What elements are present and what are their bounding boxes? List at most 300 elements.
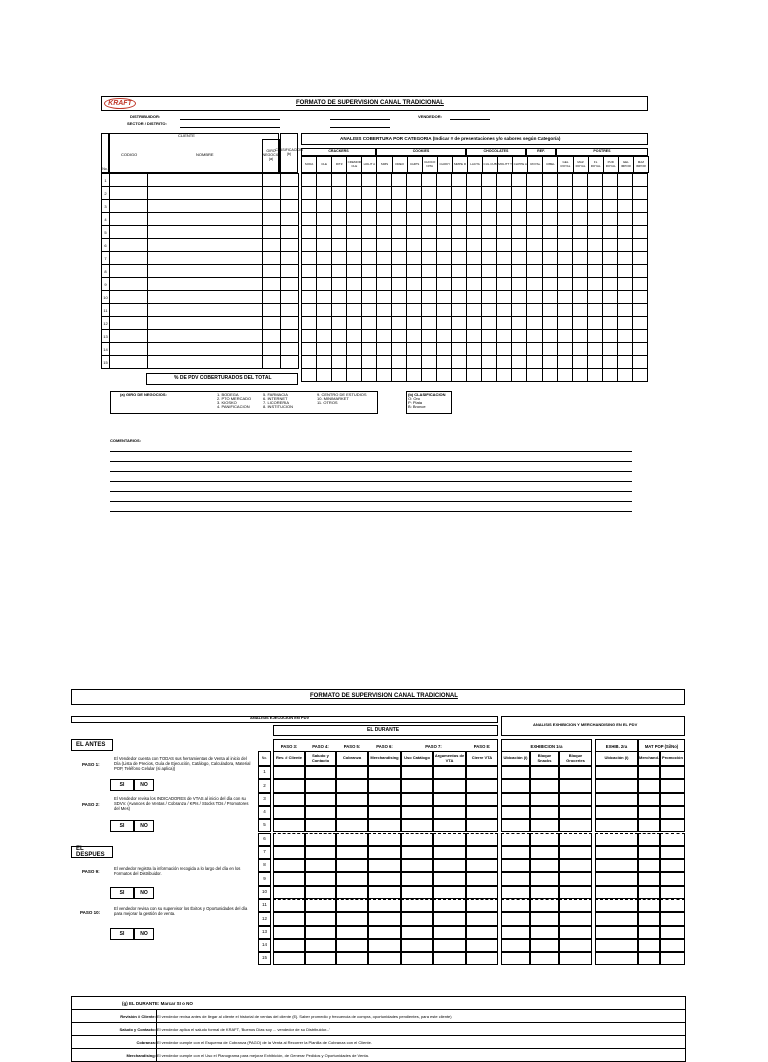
categoria-cell[interactable] [497, 213, 512, 226]
categoria-cell[interactable] [437, 317, 452, 330]
categoria-cell[interactable] [557, 187, 572, 200]
categoria-cell[interactable] [587, 200, 602, 213]
categoria-cell[interactable] [572, 330, 587, 343]
categoria-cell[interactable] [482, 226, 497, 239]
categoria-cell[interactable] [422, 265, 437, 278]
ejecucion-cell[interactable] [530, 833, 559, 846]
categoria-cell[interactable] [557, 278, 572, 291]
categoria-cell[interactable] [422, 317, 437, 330]
ejecucion-cell[interactable] [595, 872, 638, 885]
ejecucion-cell[interactable] [401, 833, 433, 846]
ejecucion-cell[interactable] [305, 793, 336, 806]
categoria-cell[interactable] [512, 343, 527, 356]
categoria-cell[interactable] [467, 330, 482, 343]
categoria-cell[interactable] [452, 317, 467, 330]
categoria-cell[interactable] [407, 317, 422, 330]
ejecucion-cell[interactable] [336, 819, 368, 832]
ejecucion-cell[interactable] [466, 952, 498, 965]
ejecucion-cell[interactable] [305, 859, 336, 872]
clasif-cell[interactable] [281, 265, 299, 278]
categoria-cell[interactable] [392, 330, 407, 343]
total-cell[interactable] [422, 369, 437, 382]
categoria-cell[interactable] [602, 187, 617, 200]
categoria-cell[interactable] [437, 239, 452, 252]
categoria-cell[interactable] [572, 239, 587, 252]
ejecucion-cell[interactable] [501, 793, 530, 806]
ejecucion-cell[interactable] [660, 766, 685, 779]
categoria-cell[interactable] [527, 278, 542, 291]
categoria-cell[interactable] [302, 278, 317, 291]
ejecucion-cell[interactable] [595, 779, 638, 792]
categoria-cell[interactable] [602, 213, 617, 226]
categoria-cell[interactable] [602, 291, 617, 304]
categoria-cell[interactable] [377, 317, 392, 330]
categoria-cell[interactable] [362, 174, 377, 187]
categoria-cell[interactable] [617, 226, 632, 239]
categoria-cell[interactable] [557, 304, 572, 317]
categoria-cell[interactable] [377, 278, 392, 291]
ejecucion-cell[interactable] [559, 859, 592, 872]
ejecucion-cell[interactable] [433, 886, 466, 899]
ejecucion-cell[interactable] [336, 779, 368, 792]
ejecucion-cell[interactable] [638, 806, 660, 819]
ejecucion-cell[interactable] [638, 793, 660, 806]
categoria-cell[interactable] [302, 187, 317, 200]
ejecucion-cell[interactable] [336, 939, 368, 952]
categoria-cell[interactable] [467, 226, 482, 239]
categoria-cell[interactable] [572, 200, 587, 213]
ejecucion-cell[interactable] [433, 912, 466, 925]
categoria-cell[interactable] [437, 265, 452, 278]
categoria-cell[interactable] [452, 330, 467, 343]
ejecucion-cell[interactable] [336, 846, 368, 859]
ejecucion-cell[interactable] [305, 926, 336, 939]
categoria-cell[interactable] [572, 213, 587, 226]
categoria-cell[interactable] [542, 265, 557, 278]
categoria-cell[interactable] [332, 278, 347, 291]
categoria-cell[interactable] [617, 174, 632, 187]
codigo-cell[interactable] [110, 291, 148, 304]
total-cell[interactable] [302, 369, 317, 382]
categoria-cell[interactable] [602, 265, 617, 278]
paso-10-si-button[interactable]: SI [110, 928, 134, 940]
ejecucion-cell[interactable] [638, 859, 660, 872]
ejecucion-cell[interactable] [273, 766, 305, 779]
categoria-cell[interactable] [302, 239, 317, 252]
categoria-cell[interactable] [377, 343, 392, 356]
categoria-cell[interactable] [362, 200, 377, 213]
categoria-cell[interactable] [332, 239, 347, 252]
total-cell[interactable] [377, 369, 392, 382]
categoria-cell[interactable] [527, 356, 542, 369]
categoria-cell[interactable] [542, 187, 557, 200]
ejecucion-cell[interactable] [433, 899, 466, 912]
categoria-cell[interactable] [617, 252, 632, 265]
categoria-cell[interactable] [317, 213, 332, 226]
categoria-cell[interactable] [542, 317, 557, 330]
total-cell[interactable] [407, 369, 422, 382]
categoria-cell[interactable] [392, 200, 407, 213]
ejecucion-cell[interactable] [595, 806, 638, 819]
categoria-cell[interactable] [407, 174, 422, 187]
categoria-cell[interactable] [452, 213, 467, 226]
ejecucion-cell[interactable] [638, 886, 660, 899]
ejecucion-cell[interactable] [595, 793, 638, 806]
giro-cell[interactable] [263, 239, 281, 252]
categoria-cell[interactable] [542, 174, 557, 187]
categoria-cell[interactable] [377, 291, 392, 304]
categoria-cell[interactable] [542, 343, 557, 356]
categoria-cell[interactable] [632, 200, 647, 213]
comment-line[interactable] [110, 501, 632, 502]
categoria-cell[interactable] [467, 213, 482, 226]
ejecucion-cell[interactable] [368, 819, 401, 832]
ejecucion-cell[interactable] [273, 886, 305, 899]
categoria-cell[interactable] [512, 304, 527, 317]
ejecucion-cell[interactable] [273, 793, 305, 806]
categoria-cell[interactable] [422, 278, 437, 291]
categoria-cell[interactable] [617, 330, 632, 343]
ejecucion-cell[interactable] [559, 806, 592, 819]
ejecucion-cell[interactable] [559, 926, 592, 939]
ejecucion-cell[interactable] [466, 793, 498, 806]
categoria-cell[interactable] [482, 213, 497, 226]
codigo-cell[interactable] [110, 278, 148, 291]
categoria-cell[interactable] [317, 356, 332, 369]
categoria-cell[interactable] [317, 291, 332, 304]
categoria-cell[interactable] [527, 317, 542, 330]
categoria-cell[interactable] [302, 317, 317, 330]
categoria-cell[interactable] [557, 226, 572, 239]
categoria-cell[interactable] [632, 252, 647, 265]
categoria-cell[interactable] [332, 187, 347, 200]
ejecucion-cell[interactable] [595, 912, 638, 925]
ejecucion-cell[interactable] [368, 912, 401, 925]
categoria-cell[interactable] [587, 317, 602, 330]
categoria-cell[interactable] [302, 291, 317, 304]
codigo-cell[interactable] [110, 330, 148, 343]
categoria-cell[interactable] [317, 187, 332, 200]
categoria-cell[interactable] [467, 265, 482, 278]
categoria-cell[interactable] [392, 317, 407, 330]
categoria-cell[interactable] [467, 239, 482, 252]
categoria-cell[interactable] [332, 317, 347, 330]
paso-1-si-button[interactable]: SI [110, 779, 134, 791]
giro-cell[interactable] [263, 304, 281, 317]
categoria-cell[interactable] [302, 343, 317, 356]
categoria-cell[interactable] [422, 304, 437, 317]
ejecucion-cell[interactable] [660, 926, 685, 939]
categoria-cell[interactable] [422, 200, 437, 213]
categoria-cell[interactable] [512, 187, 527, 200]
categoria-cell[interactable] [407, 356, 422, 369]
total-cell[interactable] [572, 369, 587, 382]
categoria-cell[interactable] [482, 265, 497, 278]
ejecucion-cell[interactable] [368, 833, 401, 846]
categoria-cell[interactable] [572, 291, 587, 304]
nombre-cell[interactable] [148, 174, 263, 187]
categoria-cell[interactable] [617, 239, 632, 252]
ejecucion-cell[interactable] [368, 806, 401, 819]
categoria-cell[interactable] [542, 200, 557, 213]
categoria-cell[interactable] [317, 252, 332, 265]
categoria-cell[interactable] [587, 304, 602, 317]
ejecucion-cell[interactable] [530, 793, 559, 806]
categoria-cell[interactable] [572, 356, 587, 369]
categoria-cell[interactable] [362, 213, 377, 226]
categoria-cell[interactable] [347, 304, 362, 317]
categoria-cell[interactable] [332, 356, 347, 369]
categoria-cell[interactable] [467, 317, 482, 330]
ejecucion-cell[interactable] [273, 779, 305, 792]
categoria-cell[interactable] [347, 187, 362, 200]
clasif-cell[interactable] [281, 356, 299, 369]
categoria-cell[interactable] [362, 356, 377, 369]
categoria-cell[interactable] [482, 356, 497, 369]
categoria-cell[interactable] [557, 343, 572, 356]
ejecucion-cell[interactable] [401, 899, 433, 912]
categoria-cell[interactable] [587, 174, 602, 187]
categoria-cell[interactable] [542, 330, 557, 343]
ejecucion-cell[interactable] [336, 859, 368, 872]
codigo-cell[interactable] [110, 356, 148, 369]
categoria-cell[interactable] [422, 239, 437, 252]
categoria-cell[interactable] [557, 252, 572, 265]
ejecucion-cell[interactable] [368, 939, 401, 952]
categoria-cell[interactable] [497, 174, 512, 187]
ejecucion-cell[interactable] [530, 952, 559, 965]
comment-line[interactable] [110, 481, 632, 482]
categoria-cell[interactable] [617, 278, 632, 291]
ejecucion-cell[interactable] [466, 926, 498, 939]
total-cell[interactable] [527, 369, 542, 382]
categoria-cell[interactable] [347, 356, 362, 369]
ejecucion-cell[interactable] [559, 846, 592, 859]
giro-cell[interactable] [263, 317, 281, 330]
ejecucion-cell[interactable] [595, 833, 638, 846]
ejecucion-cell[interactable] [501, 819, 530, 832]
categoria-cell[interactable] [392, 174, 407, 187]
categoria-cell[interactable] [497, 187, 512, 200]
ejecucion-cell[interactable] [530, 899, 559, 912]
categoria-cell[interactable] [377, 213, 392, 226]
total-cell[interactable] [332, 369, 347, 382]
categoria-cell[interactable] [497, 291, 512, 304]
categoria-cell[interactable] [452, 252, 467, 265]
nombre-cell[interactable] [148, 343, 263, 356]
giro-cell[interactable] [263, 213, 281, 226]
categoria-cell[interactable] [602, 330, 617, 343]
categoria-cell[interactable] [407, 213, 422, 226]
categoria-cell[interactable] [572, 252, 587, 265]
categoria-cell[interactable] [437, 213, 452, 226]
ejecucion-cell[interactable] [559, 819, 592, 832]
ejecucion-cell[interactable] [401, 912, 433, 925]
categoria-cell[interactable] [467, 343, 482, 356]
categoria-cell[interactable] [587, 252, 602, 265]
categoria-cell[interactable] [332, 213, 347, 226]
ejecucion-cell[interactable] [305, 779, 336, 792]
ejecucion-cell[interactable] [638, 779, 660, 792]
ejecucion-cell[interactable] [368, 793, 401, 806]
nombre-cell[interactable] [148, 330, 263, 343]
categoria-cell[interactable] [437, 174, 452, 187]
categoria-cell[interactable] [527, 174, 542, 187]
codigo-cell[interactable] [110, 239, 148, 252]
categoria-cell[interactable] [377, 356, 392, 369]
categoria-cell[interactable] [302, 213, 317, 226]
ejecucion-cell[interactable] [501, 859, 530, 872]
categoria-cell[interactable] [572, 187, 587, 200]
categoria-cell[interactable] [422, 174, 437, 187]
categoria-cell[interactable] [407, 226, 422, 239]
categoria-cell[interactable] [407, 278, 422, 291]
categoria-cell[interactable] [332, 304, 347, 317]
clasif-cell[interactable] [281, 291, 299, 304]
categoria-cell[interactable] [587, 213, 602, 226]
total-cell[interactable] [362, 369, 377, 382]
ejecucion-cell[interactable] [501, 912, 530, 925]
ejecucion-cell[interactable] [638, 952, 660, 965]
categoria-cell[interactable] [572, 317, 587, 330]
categoria-cell[interactable] [347, 174, 362, 187]
categoria-cell[interactable] [542, 291, 557, 304]
categoria-cell[interactable] [302, 265, 317, 278]
categoria-cell[interactable] [422, 252, 437, 265]
categoria-cell[interactable] [512, 213, 527, 226]
total-cell[interactable] [497, 369, 512, 382]
nombre-cell[interactable] [148, 213, 263, 226]
categoria-cell[interactable] [632, 265, 647, 278]
categoria-cell[interactable] [557, 356, 572, 369]
categoria-cell[interactable] [317, 239, 332, 252]
categoria-cell[interactable] [482, 304, 497, 317]
ejecucion-cell[interactable] [305, 952, 336, 965]
categoria-cell[interactable] [452, 291, 467, 304]
categoria-cell[interactable] [362, 343, 377, 356]
categoria-cell[interactable] [587, 265, 602, 278]
categoria-cell[interactable] [392, 239, 407, 252]
ejecucion-cell[interactable] [638, 819, 660, 832]
categoria-cell[interactable] [347, 291, 362, 304]
ejecucion-cell[interactable] [660, 912, 685, 925]
ejecucion-cell[interactable] [273, 926, 305, 939]
giro-cell[interactable] [263, 226, 281, 239]
ejecucion-cell[interactable] [466, 899, 498, 912]
clasif-cell[interactable] [281, 200, 299, 213]
categoria-cell[interactable] [482, 291, 497, 304]
giro-cell[interactable] [263, 187, 281, 200]
categoria-cell[interactable] [617, 200, 632, 213]
paso-1-no-button[interactable]: NO [134, 779, 154, 791]
ejecucion-cell[interactable] [433, 819, 466, 832]
categoria-cell[interactable] [482, 278, 497, 291]
categoria-cell[interactable] [602, 239, 617, 252]
categoria-cell[interactable] [347, 200, 362, 213]
clasif-cell[interactable] [281, 304, 299, 317]
categoria-cell[interactable] [452, 304, 467, 317]
categoria-cell[interactable] [602, 356, 617, 369]
categoria-cell[interactable] [452, 278, 467, 291]
ejecucion-cell[interactable] [530, 819, 559, 832]
categoria-cell[interactable] [542, 278, 557, 291]
ejecucion-cell[interactable] [305, 939, 336, 952]
ejecucion-cell[interactable] [401, 806, 433, 819]
categoria-cell[interactable] [482, 200, 497, 213]
categoria-cell[interactable] [302, 356, 317, 369]
categoria-cell[interactable] [332, 226, 347, 239]
total-cell[interactable] [587, 369, 602, 382]
total-cell[interactable] [512, 369, 527, 382]
categoria-cell[interactable] [542, 226, 557, 239]
giro-cell[interactable] [263, 291, 281, 304]
ejecucion-cell[interactable] [501, 939, 530, 952]
codigo-cell[interactable] [110, 174, 148, 187]
categoria-cell[interactable] [392, 226, 407, 239]
categoria-cell[interactable] [392, 187, 407, 200]
categoria-cell[interactable] [527, 304, 542, 317]
categoria-cell[interactable] [452, 226, 467, 239]
ejecucion-cell[interactable] [595, 859, 638, 872]
categoria-cell[interactable] [512, 200, 527, 213]
categoria-cell[interactable] [512, 278, 527, 291]
total-cell[interactable] [467, 369, 482, 382]
categoria-cell[interactable] [512, 265, 527, 278]
categoria-cell[interactable] [362, 187, 377, 200]
nombre-cell[interactable] [148, 304, 263, 317]
ejecucion-cell[interactable] [401, 926, 433, 939]
categoria-cell[interactable] [512, 291, 527, 304]
ejecucion-cell[interactable] [305, 886, 336, 899]
ejecucion-cell[interactable] [273, 833, 305, 846]
categoria-cell[interactable] [377, 239, 392, 252]
categoria-cell[interactable] [527, 187, 542, 200]
categoria-cell[interactable] [512, 330, 527, 343]
ejecucion-cell[interactable] [660, 833, 685, 846]
total-cell[interactable] [452, 369, 467, 382]
ejecucion-cell[interactable] [305, 806, 336, 819]
categoria-cell[interactable] [422, 187, 437, 200]
categoria-cell[interactable] [542, 356, 557, 369]
ejecucion-cell[interactable] [305, 899, 336, 912]
categoria-cell[interactable] [587, 330, 602, 343]
categoria-cell[interactable] [362, 226, 377, 239]
categoria-cell[interactable] [437, 291, 452, 304]
categoria-cell[interactable] [497, 317, 512, 330]
ejecucion-cell[interactable] [401, 846, 433, 859]
ejecucion-cell[interactable] [559, 766, 592, 779]
categoria-cell[interactable] [452, 239, 467, 252]
ejecucion-cell[interactable] [530, 886, 559, 899]
categoria-cell[interactable] [602, 304, 617, 317]
comment-line[interactable] [110, 471, 632, 472]
ejecucion-cell[interactable] [559, 872, 592, 885]
ejecucion-cell[interactable] [273, 939, 305, 952]
categoria-cell[interactable] [557, 330, 572, 343]
ejecucion-cell[interactable] [638, 766, 660, 779]
categoria-cell[interactable] [527, 239, 542, 252]
categoria-cell[interactable] [467, 187, 482, 200]
categoria-cell[interactable] [302, 226, 317, 239]
ejecucion-cell[interactable] [433, 833, 466, 846]
categoria-cell[interactable] [497, 278, 512, 291]
categoria-cell[interactable] [497, 356, 512, 369]
categoria-cell[interactable] [377, 226, 392, 239]
codigo-cell[interactable] [110, 226, 148, 239]
categoria-cell[interactable] [407, 252, 422, 265]
ejecucion-cell[interactable] [466, 819, 498, 832]
categoria-cell[interactable] [587, 226, 602, 239]
